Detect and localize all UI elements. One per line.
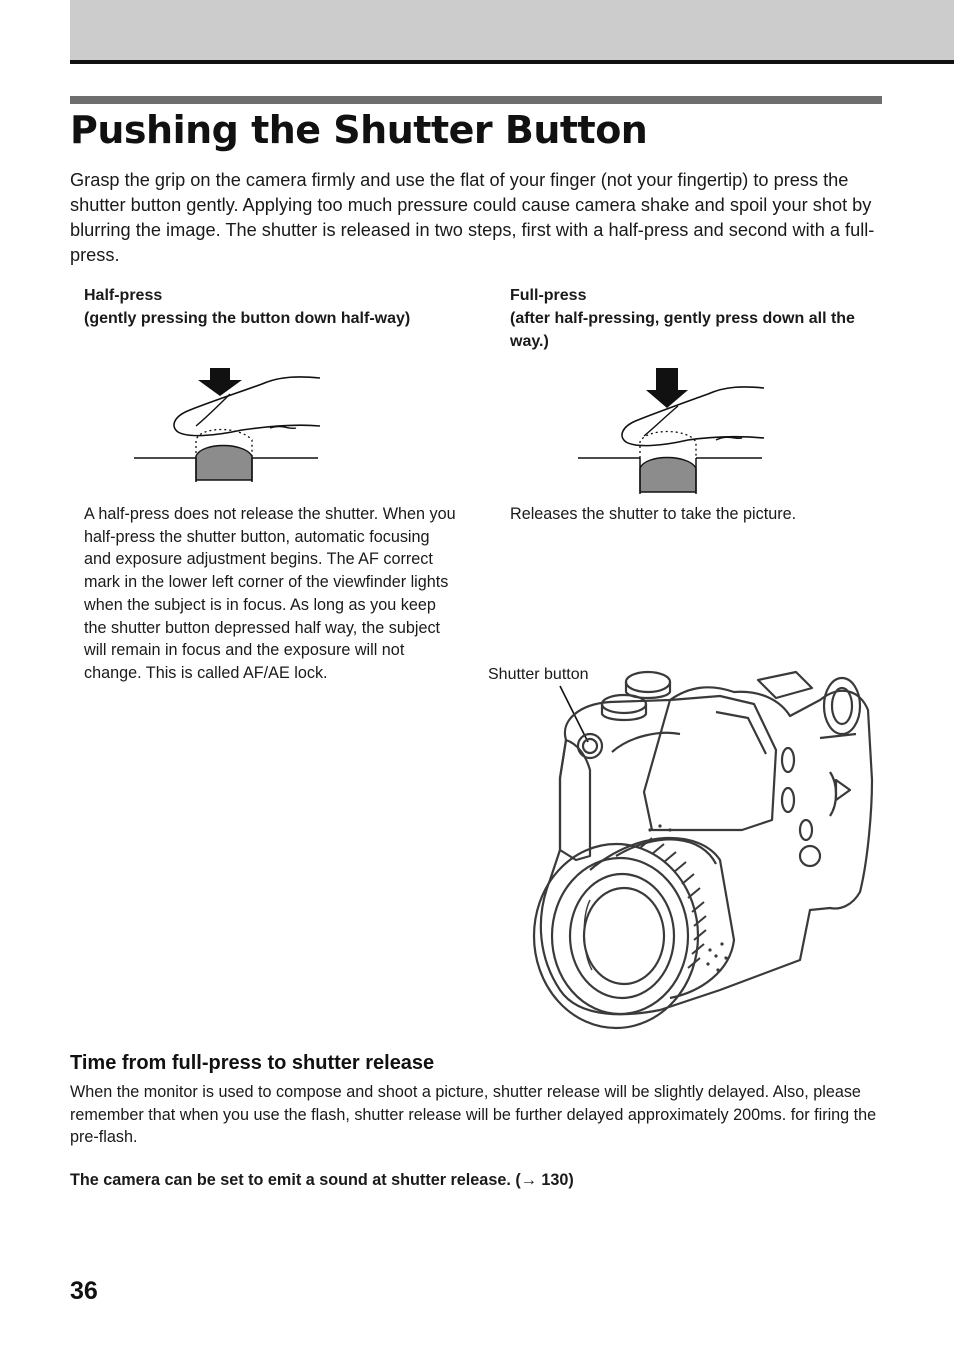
header-line xyxy=(70,60,954,64)
shutter-button-label: Shutter button xyxy=(488,666,589,683)
full-press-title: Full-press xyxy=(510,287,587,304)
page-title: Pushing the Shutter Button xyxy=(70,108,648,152)
header-band xyxy=(70,0,954,60)
half-press-heading xyxy=(84,284,410,330)
camera-illustration xyxy=(520,660,880,1030)
half-press-description: A half-press does not release the shutter. When you half-press the shutter button, automatic focusing and exposure adjustment begins. The AF correct mark in the lower left corner of the viewfinder lights when the subject is in focus. As long as you keep the shutter button depressed half way, the subject will remain in focus and the exposure will not change. This is called AF/AE lock. xyxy=(84,505,456,682)
release-section-heading: Time from full-press to shutter release xyxy=(70,1052,435,1074)
full-press-illustration xyxy=(574,364,774,496)
intro-paragraph: Grasp the grip on the camera firmly and use the flat of your finger (not your fingertip) to press the shutter button gently. Applying too much pressure could cause camera shake and spoil your shot by blurring the image. The shutter is released in two steps, first with a half-press and second with a full-press. xyxy=(70,170,875,265)
half-press-subtitle: (gently pressing the button down half-way) xyxy=(84,310,411,327)
full-press-description: Releases the shutter to take the picture. xyxy=(510,505,797,523)
title-rule xyxy=(70,96,882,104)
release-section-text: When the monitor is used to compose and shoot a picture, shutter release will be slightly delayed. Also, please remember that when you use the flash, shutter release will be further delayed approximately 200ms. for firing the pre-flash. xyxy=(70,1083,877,1146)
sound-setting-note: The camera can be set to emit a sound at shutter release. (→ 130) xyxy=(70,1171,574,1189)
full-press-heading xyxy=(510,284,890,353)
half-press-illustration xyxy=(130,364,330,484)
full-press-subtitle: (after half-pressing, gently press down all the way.) xyxy=(510,310,855,350)
half-press-title: Half-press xyxy=(84,287,163,304)
page-number: 36 xyxy=(70,1277,98,1305)
